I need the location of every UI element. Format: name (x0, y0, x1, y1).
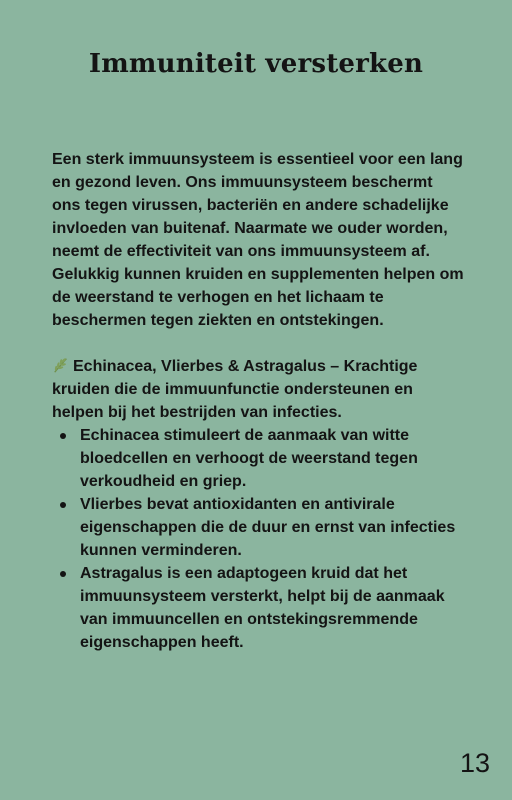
paragraph-spacer (52, 332, 464, 355)
page-number: 13 (459, 748, 490, 778)
intro-paragraph: Een sterk immuunsysteem is essentieel voor een lang en gezond leven. Ons immuunsysteem beschermt ons tegen virussen, bacteriën en andere schadelijke invloeden van buitenaf. Naarmate we ouder worden, neemt de effectiviteit van ons immuunsysteem af. Gelukkig kunnen kruiden en supplementen helpen om de weerstand te verhogen en het lichaam te beschermen tegen ziekten en ontstekingen. (52, 151, 464, 329)
section-heading-text: Echinacea, Vlierbes & Astragalus – Krachtige kruiden die de immuunfunctie ondersteunen en helpen bij het bestrijden van infecties. (52, 358, 418, 421)
herb-leaf-icon (52, 356, 70, 374)
bullet-icon (60, 502, 66, 508)
list-item-text: Astragalus is een adaptogeen kruid dat het immuunsysteem versterkt, helpt bij de aanmaak van immuuncellen en ontstekingsremmende eigenschappen heeft. (80, 565, 445, 651)
list-item-text: Echinacea stimuleert de aanmaak van witte bloedcellen en verhoogt de weerstand tegen verkoudheid en griep. (80, 427, 418, 490)
list-item (52, 493, 464, 562)
list-item (52, 562, 464, 654)
bullet-icon (60, 433, 66, 439)
benefits-list (52, 424, 464, 654)
bullet-icon (60, 571, 66, 577)
page-content (52, 148, 464, 654)
page-title: Immuniteit versterken (88, 49, 424, 79)
list-item (52, 424, 464, 493)
section-heading (52, 355, 464, 424)
list-item-text: Vlierbes bevat antioxidanten en antivirale eigenschappen die de duur en ernst van infecties kunnen verminderen. (80, 496, 456, 559)
